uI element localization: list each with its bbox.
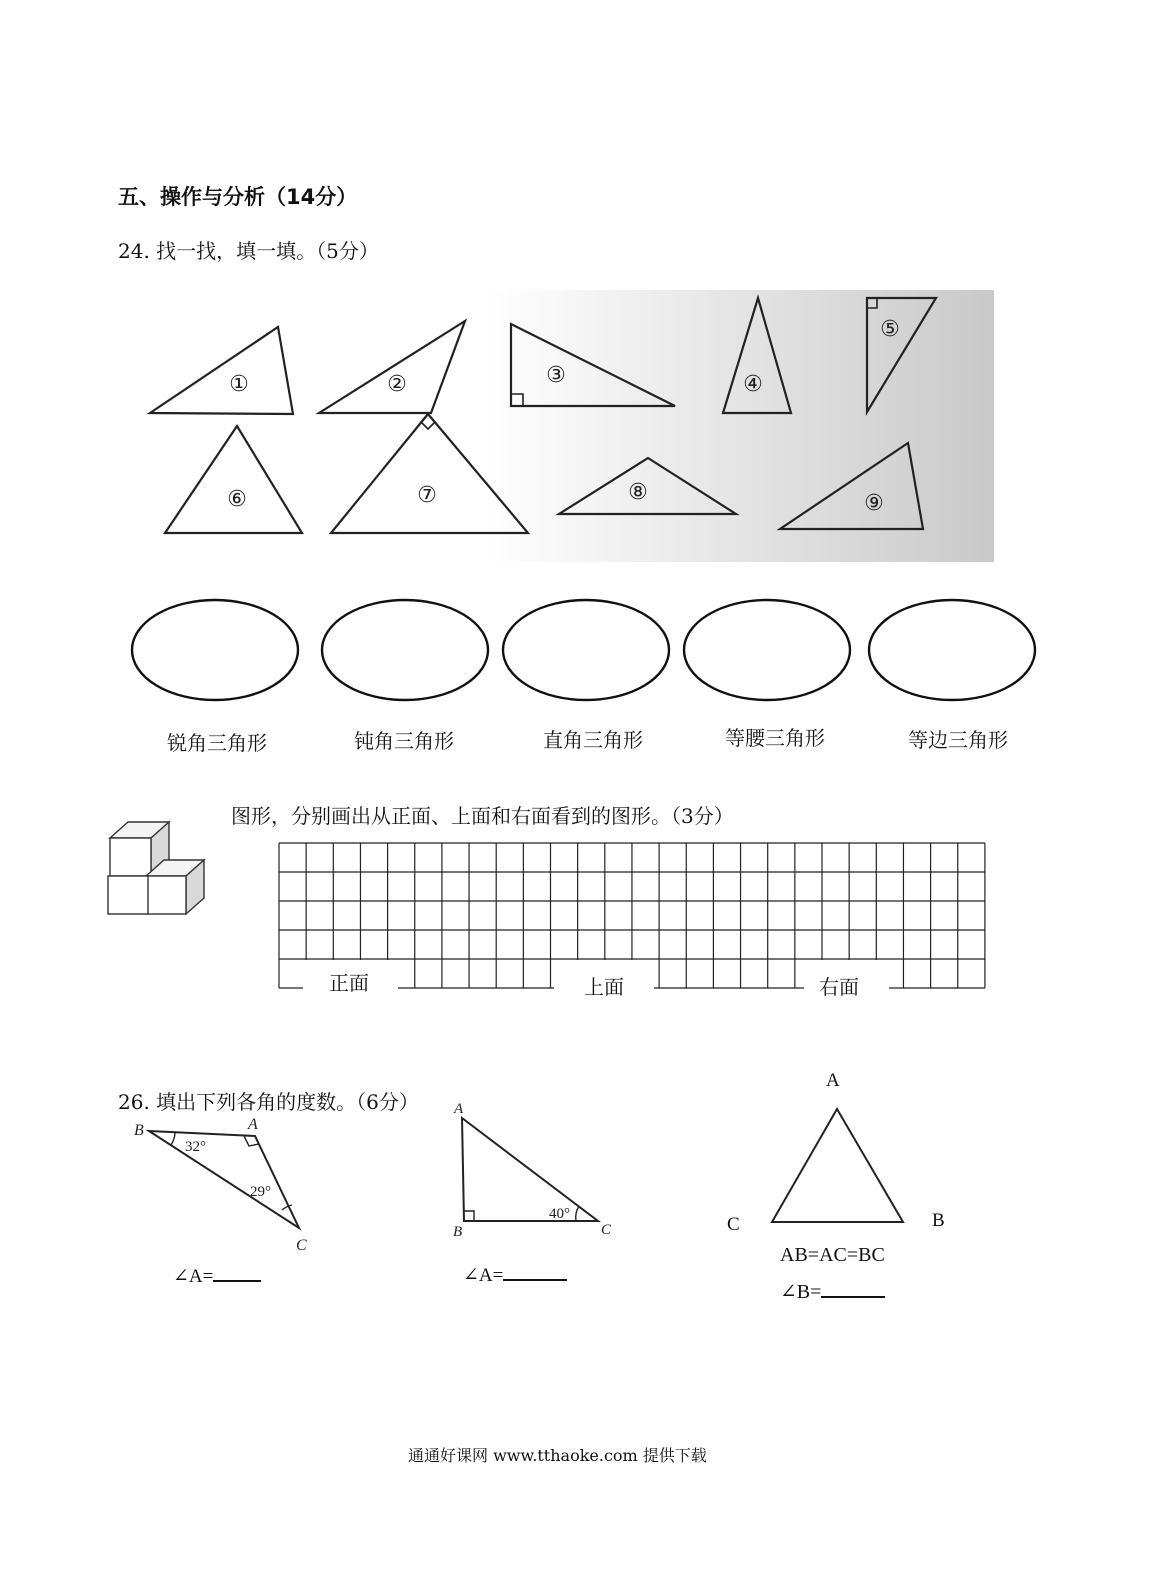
triangle-8-number: ⑧	[628, 480, 648, 505]
triangle-3-number: ③	[546, 363, 566, 388]
category-obtuse-label: 钝角三角形	[354, 729, 454, 753]
fig1-vertex-B: B	[134, 1122, 144, 1139]
fig2-answer-blank[interactable]	[503, 1259, 567, 1281]
fig3-condition: AB=AC=BC	[780, 1244, 885, 1266]
fig1-angle-B: 32°	[185, 1139, 206, 1155]
fig2-vertex-A: A	[454, 1101, 464, 1117]
view-top-label: 上面	[584, 975, 624, 999]
fig3-vertex-C: C	[727, 1214, 740, 1235]
triangle-9-number: ⑨	[864, 491, 884, 516]
fig3-answer-blank[interactable]	[821, 1276, 885, 1298]
fig2-answer-label: ∠A=	[463, 1265, 504, 1286]
angle-figure-1	[130, 1113, 320, 1258]
triangle-1-number: ①	[229, 372, 249, 397]
fig3-vertex-A: A	[826, 1070, 840, 1091]
fig1-angle-C: 29°	[250, 1184, 271, 1200]
view-right-label: 右面	[819, 975, 859, 999]
category-right-label: 直角三角形	[543, 728, 643, 752]
oval-isosceles	[684, 600, 850, 700]
drawing-grid	[279, 843, 989, 991]
fig1-vertex-C: C	[296, 1237, 307, 1254]
triangle-2-number: ②	[387, 372, 407, 397]
question-26-prompt: 26. 填出下列各角的度数。（6分）	[118, 1090, 419, 1114]
fig3-answer	[780, 1276, 885, 1304]
view-front-label: 正面	[329, 971, 369, 995]
category-equilateral-label: 等边三角形	[908, 728, 1008, 752]
oval-right	[503, 600, 669, 700]
fig2-angle-C: 40°	[549, 1206, 570, 1222]
fig1-vertex-A: A	[248, 1116, 258, 1133]
triangle-6-number: ⑥	[227, 487, 247, 512]
cube-stack-figure	[106, 816, 208, 918]
angle-figure-3	[765, 1105, 910, 1230]
fig1-answer-label: ∠A=	[173, 1266, 214, 1287]
section-title: 五、操作与分析（14分）	[118, 185, 358, 209]
category-isosceles-label: 等腰三角形	[725, 726, 825, 750]
fig3-answer-label: ∠B=	[780, 1281, 822, 1303]
triangles-figure	[118, 290, 994, 562]
fig2-vertex-C: C	[601, 1222, 612, 1238]
category-ovals	[0, 590, 1152, 710]
oval-acute	[132, 600, 298, 700]
oval-equilateral	[869, 600, 1035, 700]
question-24-prompt: 24. 找一找，填一填。（5分）	[118, 239, 379, 263]
fig2-answer	[463, 1259, 567, 1287]
triangles-background	[118, 290, 994, 562]
angle-figure-2	[450, 1097, 620, 1242]
fig2-vertex-B: B	[453, 1224, 463, 1240]
category-acute-label: 锐角三角形	[167, 731, 267, 755]
question-25-prompt: 图形，分别画出从正面、上面和右面看到的图形。（3分）	[231, 804, 734, 828]
oval-obtuse	[322, 600, 488, 700]
triangle-5-number: ⑤	[880, 317, 900, 342]
fig3-vertex-B: B	[932, 1210, 945, 1231]
triangle-7-number: ⑦	[417, 483, 437, 508]
triangle-4-number: ④	[743, 372, 763, 397]
footer-text: 通通好课网 www.tthaoke.com 提供下载	[408, 1446, 707, 1465]
fig1-answer-blank[interactable]	[213, 1260, 261, 1282]
fig1-answer	[173, 1260, 261, 1288]
